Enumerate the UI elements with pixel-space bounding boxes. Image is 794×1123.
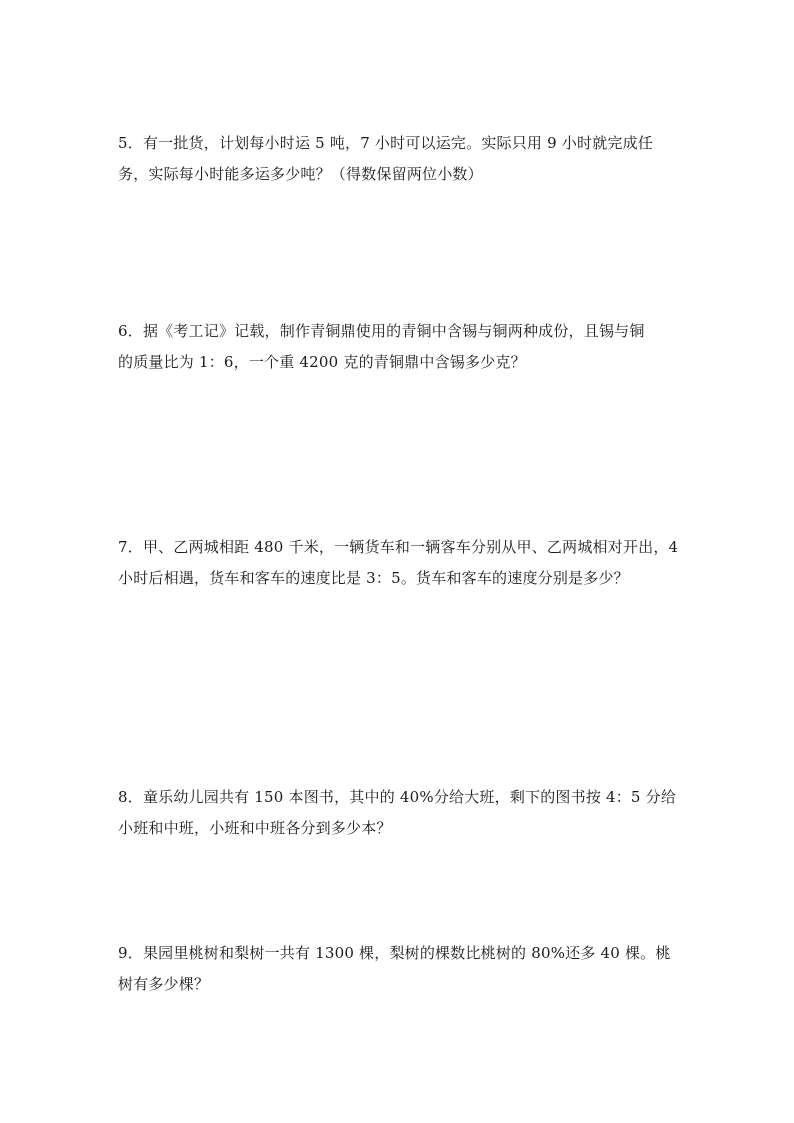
question-7-line-1: 7．甲、乙两城相距 480 千米，一辆货车和一辆客车分别从甲、乙两城相对开出，4 — [118, 538, 679, 556]
question-5 — [118, 128, 698, 190]
question-8 — [118, 782, 698, 844]
question-7-line-2: 小时后相遇，货车和客车的速度比是 3：5。货车和客车的速度分别是多少？ — [118, 569, 629, 587]
question-6-line-1: 6．据《考工记》记载，制作青铜鼎使用的青铜中含锡与铜两种成份，且锡与铜 — [118, 322, 645, 340]
question-5-line-1: 5．有一批货，计划每小时运 5 吨，7 小时可以运完。实际只用 9 小时就完成任 — [118, 134, 654, 152]
question-9-line-2: 树有多少棵？ — [118, 975, 210, 993]
question-9 — [118, 938, 698, 1000]
question-6 — [118, 316, 698, 378]
question-9-line-1: 9．果园里桃树和梨树一共有 1300 棵，梨树的棵数比桃树的 80%还多 40 棵。桃 — [118, 944, 671, 962]
question-5-line-2: 务，实际每小时能多运多少吨？（得数保留两位小数） — [118, 165, 483, 183]
question-6-line-2: 的质量比为 1：6，一个重 4200 克的青铜鼎中含锡多少克？ — [118, 353, 526, 371]
question-8-line-2: 小班和中班，小班和中班各分到多少本？ — [118, 819, 392, 837]
question-8-line-1: 8．童乐幼儿园共有 150 本图书，其中的 40%分给大班，剩下的图书按 4：5 分给 — [118, 788, 677, 806]
question-7 — [118, 532, 698, 594]
